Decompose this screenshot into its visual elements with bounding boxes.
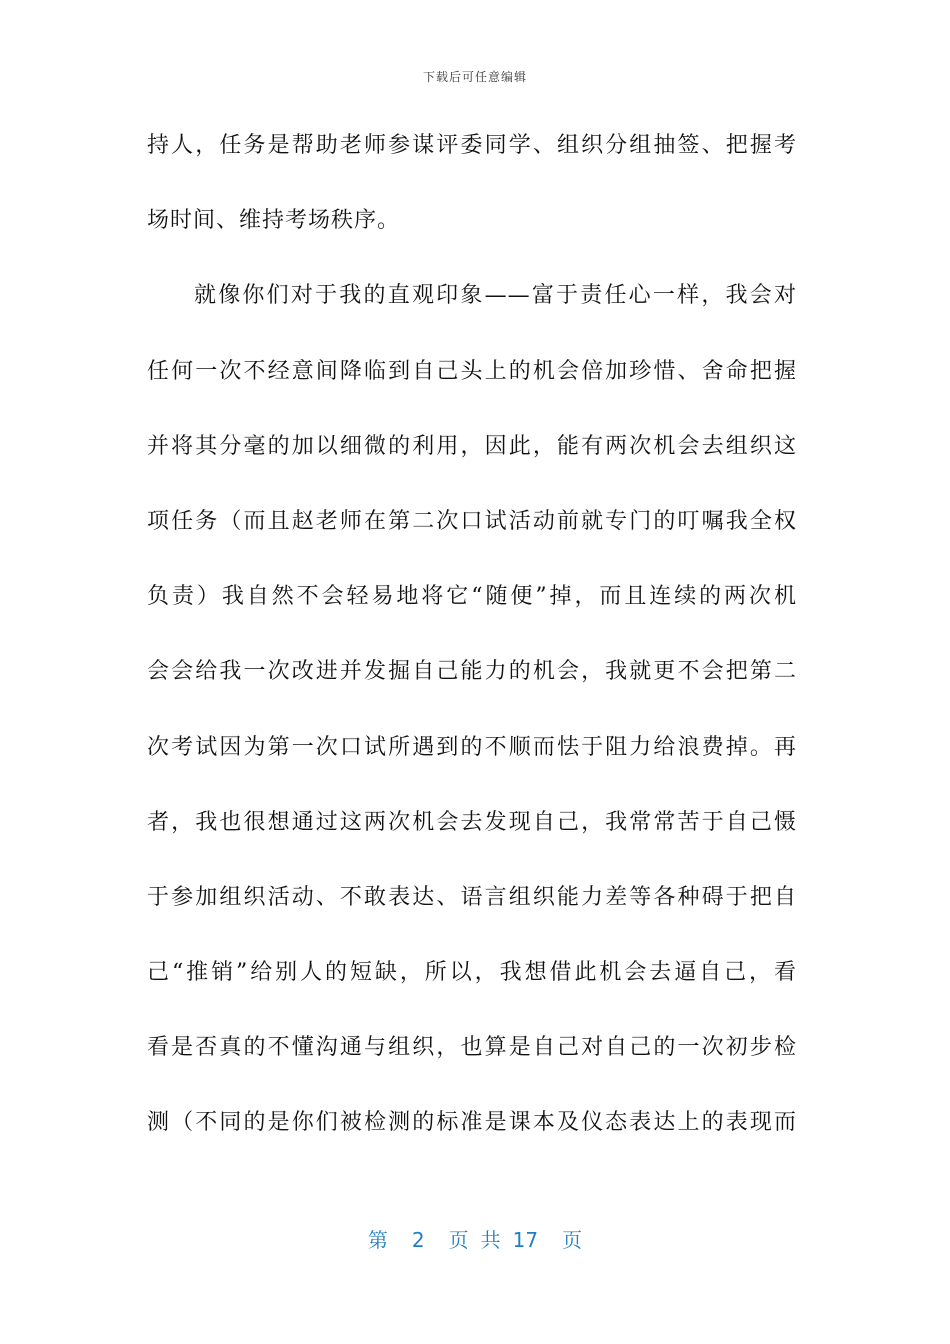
text-line: 测（不同的是你们被检测的标准是课本及仪态表达上的表现而 [147, 1110, 797, 1136]
footer-word-ye-2: 页 [562, 1228, 583, 1252]
footer-word-di: 第 [367, 1228, 388, 1252]
footer-total-pages: 17 [512, 1228, 539, 1252]
text-line: 看是否真的不懂沟通与组织，也算是自己对自己的一次初步检 [147, 1035, 797, 1061]
page-footer [0, 1224, 950, 1253]
text-line: 就像你们对于我的直观印象——富于责任心一样，我会对 [194, 283, 797, 309]
footer-word-ye: 页 [448, 1228, 469, 1252]
text-line: 己“推销”给别人的短缺，所以，我想借此机会去逼自己，看 [147, 960, 797, 986]
text-line: 场时间、维持考场秩序。 [147, 208, 401, 234]
text-line: 项任务（而且赵老师在第二次口试活动前就专门的叮嘱我全权 [147, 508, 797, 534]
text-line: 于参加组织活动、不敢表达、语言组织能力差等各种碍于把自 [147, 884, 797, 910]
text-line: 持人，任务是帮助老师参谋评委同学、组织分组抽签、把握考 [147, 133, 797, 158]
text-line: 会会给我一次改进并发掘自己能力的机会，我就更不会把第二 [147, 659, 797, 685]
footer-page-number: 2 [411, 1228, 425, 1252]
text-line: 并将其分毫的加以细微的利用，因此，能有两次机会去组织这 [147, 433, 797, 459]
text-line: 负责）我自然不会轻易地将它“随便”掉，而且连续的两次机 [147, 584, 797, 610]
text-line: 次考试因为第一次口试所遇到的不顺而怯于阻力给浪费掉。再 [147, 734, 797, 760]
header-note: 下载后可任意编辑 [422, 70, 527, 84]
footer-word-gong: 共 [480, 1228, 501, 1252]
text-line: 者，我也很想通过这两次机会去发现自己，我常常苦于自己慑 [147, 809, 797, 835]
document-body [147, 126, 797, 1179]
text-line: 任何一次不经意间降临到自己头上的机会倍加珍惜、舍命把握 [147, 358, 797, 384]
